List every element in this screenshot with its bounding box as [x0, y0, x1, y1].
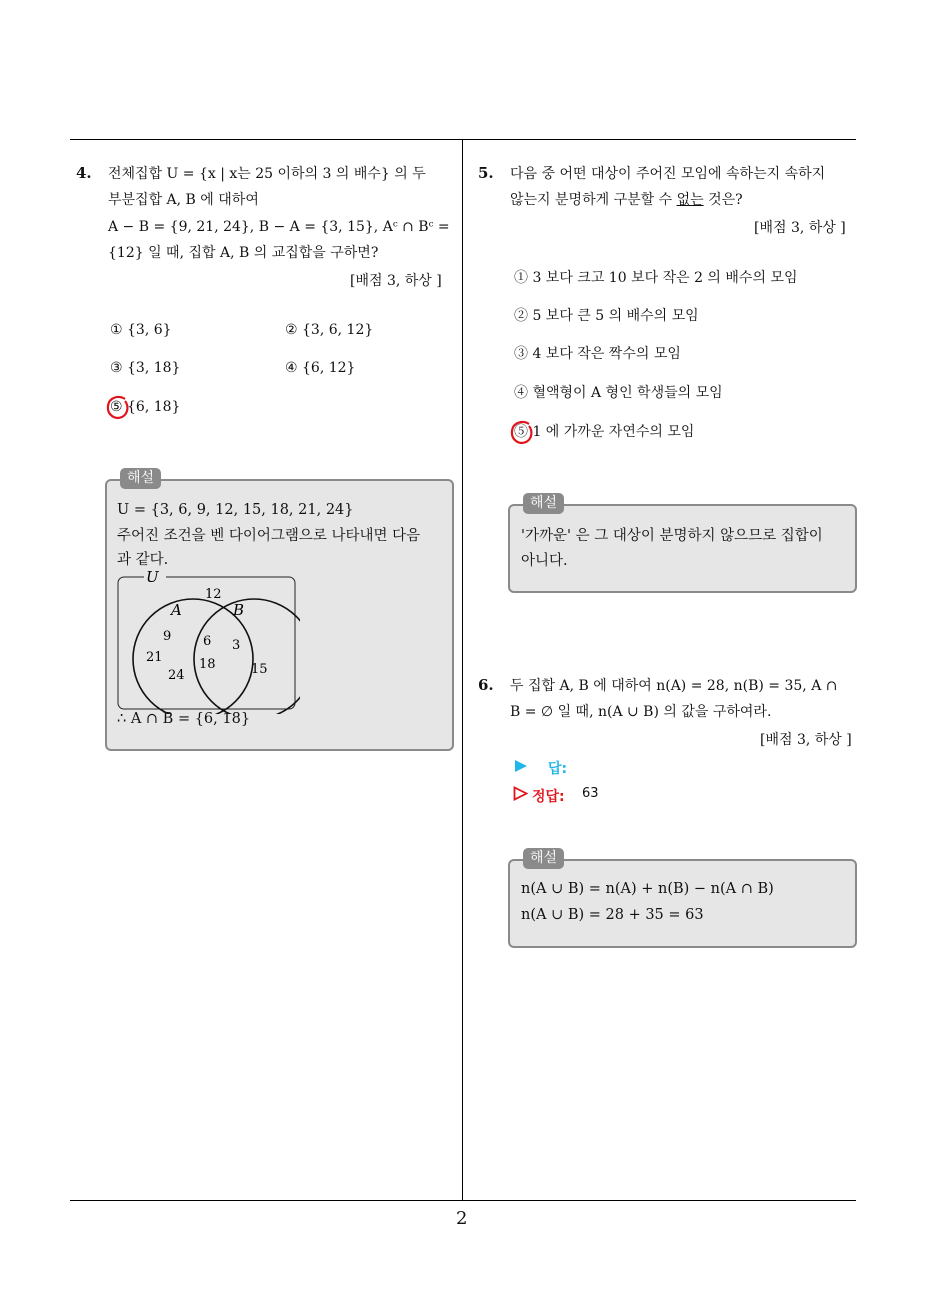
- set-a-label: A: [171, 601, 182, 619]
- question-text-line: 두 집합 A, B 에 대하여 n(A) = 28, n(B) = 35, A ∩: [510, 678, 838, 694]
- page-number: 2: [456, 1208, 468, 1229]
- correct-value: 63: [582, 786, 599, 801]
- choice-text: 4 보다 작은 짝수의 모임: [532, 346, 681, 362]
- choice-mark: ①: [110, 322, 123, 338]
- correct-label: 정답:: [532, 789, 565, 805]
- answer-circle-icon: [105, 395, 131, 421]
- choice-mark: ②: [285, 322, 298, 338]
- choice-mark: ④: [285, 360, 298, 376]
- question-number: 6.: [478, 676, 494, 694]
- choice-1[interactable]: [514, 268, 797, 288]
- only-a-value: 9: [163, 629, 172, 644]
- choice-mark: ⑤: [110, 399, 123, 415]
- intersection-value: 18: [199, 657, 216, 672]
- solution-line: U = {3, 6, 9, 12, 15, 18, 21, 24}: [117, 502, 354, 518]
- question-text-line: 다음 중 어떤 대상이 주어진 모임에 속하는지 속하지: [510, 166, 826, 182]
- question-text-line: {12} 일 때, 집합 A, B 의 교집합을 구하면?: [108, 245, 379, 261]
- only-a-value: 21: [146, 650, 163, 665]
- choice-mark: ①: [514, 270, 528, 286]
- choice-text: {6, 12}: [302, 360, 356, 376]
- column-divider: [462, 139, 463, 1201]
- choice-text: {3, 6}: [127, 322, 172, 338]
- solution-line: 주어진 조건을 벤 다이어그램으로 나타내면 다음: [117, 528, 421, 544]
- question-text-line: 부분집합 A, B 에 대하여: [108, 192, 259, 208]
- choice-mark: ⑤: [514, 424, 528, 440]
- question-text-line: [510, 190, 743, 210]
- solution-tag: 해설: [523, 493, 564, 514]
- only-b-value: 3: [232, 638, 241, 653]
- solution-line: '가까운' 은 그 대상이 분명하지 않으므로 집합이: [521, 528, 823, 544]
- universe-label: U: [146, 568, 159, 586]
- score-info: [배점 3, 하상 ]: [760, 732, 852, 748]
- question-text-part: 않는지 분명하게 구분할 수: [510, 192, 677, 208]
- solution-box: [508, 504, 857, 593]
- choice-text: {3, 18}: [127, 360, 181, 376]
- choice-4[interactable]: [514, 383, 723, 403]
- choice-text: 5 보다 큰 5 의 배수의 모임: [532, 308, 699, 324]
- choice-mark: ③: [110, 360, 123, 376]
- choice-2[interactable]: [514, 306, 699, 326]
- question-text-line: A − B = {9, 21, 24}, B − A = {3, 15}, Aᶜ ∩ Bᶜ =: [108, 219, 450, 235]
- only-a-value: 24: [168, 668, 185, 683]
- question-text-part: 것은?: [703, 192, 743, 208]
- score-info: [배점 3, 하상 ]: [754, 220, 846, 236]
- choice-mark: ④: [514, 385, 528, 401]
- score-info: [배점 3, 하상 ]: [350, 273, 442, 289]
- correct-arrow-icon: [513, 786, 528, 801]
- choice-5[interactable]: [514, 422, 694, 442]
- outside-value: 12: [205, 587, 222, 602]
- venn-diagram: [116, 568, 300, 714]
- choice-text: 3 보다 크고 10 보다 작은 2 의 배수의 모임: [532, 270, 798, 286]
- top-rule: [70, 139, 856, 140]
- solution-line: 아니다.: [521, 553, 568, 569]
- answer-input[interactable]: [580, 756, 760, 776]
- choice-3[interactable]: [110, 358, 180, 378]
- question-number: 5.: [478, 164, 494, 182]
- choice-text: {3, 6, 12}: [302, 322, 374, 338]
- question-text-line: B = ∅ 일 때, n(A ∪ B) 의 값을 구하여라.: [510, 704, 772, 720]
- solution-tag: 해설: [120, 468, 161, 489]
- solution-line: n(A ∪ B) = 28 + 35 = 63: [521, 907, 704, 923]
- question-text-emphasis: 없는: [676, 192, 704, 208]
- choice-text: {6, 18}: [127, 399, 181, 415]
- question-text-line: 전체집합 U = {x | x는 25 이하의 3 의 배수} 의 두: [108, 166, 426, 182]
- choice-2[interactable]: [285, 320, 373, 340]
- choice-1[interactable]: [110, 320, 172, 340]
- bottom-rule: [70, 1200, 856, 1201]
- choice-text: 1 에 가까운 자연수의 모임: [532, 424, 695, 440]
- choice-mark: ③: [514, 346, 528, 362]
- solution-line: 과 같다.: [117, 552, 169, 568]
- question-number: 4.: [76, 164, 92, 182]
- only-b-value: 15: [251, 662, 268, 677]
- set-b-label: B: [233, 601, 245, 619]
- choice-text: 혈액형이 A 형인 학생들의 모임: [532, 385, 723, 401]
- solution-conclusion: ∴ A ∩ B = {6, 18}: [117, 711, 251, 727]
- choice-mark: ②: [514, 308, 528, 324]
- choice-4[interactable]: [285, 358, 355, 378]
- solution-tag: 해설: [523, 848, 564, 869]
- answer-arrow-icon: [514, 759, 528, 773]
- intersection-value: 6: [203, 634, 212, 649]
- choice-3[interactable]: [514, 344, 681, 364]
- answer-circle-icon: [509, 420, 535, 446]
- solution-line: n(A ∪ B) = n(A) + n(B) − n(A ∩ B): [521, 881, 774, 897]
- answer-label: 답:: [548, 761, 568, 777]
